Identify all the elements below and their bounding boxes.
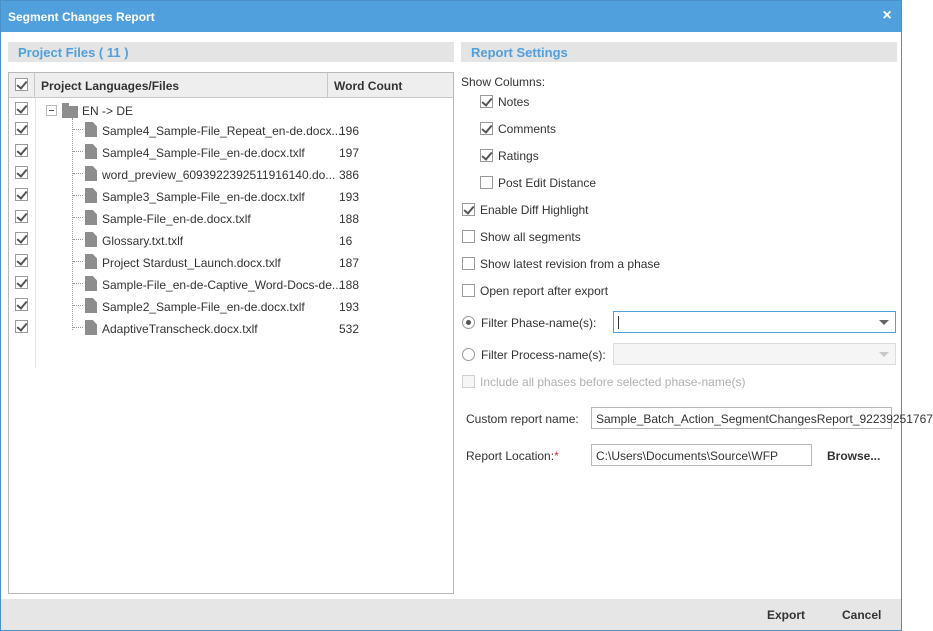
enable-diff-highlight-checkbox[interactable]: [462, 203, 475, 216]
select-all-column: [9, 73, 35, 97]
tree-branch: [73, 173, 83, 174]
report-location-input[interactable]: C:\Users\Documents\Source\WFP: [591, 444, 812, 466]
filter-process-radio[interactable]: [462, 348, 475, 361]
report-location-label: [466, 449, 559, 463]
file-icon: [85, 166, 97, 181]
notes-label: Notes: [498, 95, 530, 109]
dialog-footer: [1, 599, 901, 630]
report-settings-header: [461, 42, 897, 62]
filter-process-dropdown[interactable]: [613, 343, 896, 365]
file-checkbox[interactable]: [15, 254, 28, 267]
title-bar: [1, 1, 901, 32]
collapse-toggle-icon[interactable]: [46, 105, 57, 116]
file-name: Sample2_Sample-File_en-de.docx.txlf: [102, 300, 305, 314]
tree-branch: [73, 195, 83, 196]
tree-branch: [73, 151, 83, 152]
word-count: 386: [339, 168, 360, 182]
file-name: AdaptiveTranscheck.docx.txlf: [102, 322, 258, 336]
close-icon[interactable]: ×: [882, 7, 892, 24]
filter-phase-dropdown[interactable]: [613, 311, 896, 333]
word-count: 193: [339, 190, 360, 204]
word-count: 188: [339, 278, 360, 292]
file-icon: [85, 144, 97, 159]
file-icon: [85, 254, 97, 269]
filter-process-label: Filter Process-name(s):: [481, 348, 606, 362]
tree-branch: [73, 305, 83, 306]
cancel-button[interactable]: Cancel: [842, 608, 882, 622]
tree-branch: [73, 239, 83, 240]
custom-report-name-label: Custom report name:: [466, 412, 579, 426]
file-checkbox[interactable]: [15, 298, 28, 311]
file-icon: [85, 276, 97, 291]
word-count: 16: [339, 234, 353, 248]
column-header-word-count[interactable]: [327, 73, 453, 97]
tree-branch: [73, 217, 83, 218]
show-columns-label: Show Columns:: [461, 75, 546, 89]
report-location-label-text: Report Location:: [466, 449, 555, 463]
checkbox-column-divider: [35, 98, 36, 368]
word-count: 193: [339, 300, 360, 314]
grid-header: [9, 73, 453, 98]
file-name: Sample4_Sample-File_Repeat_en-de.docx....: [102, 124, 345, 138]
dialog-title: Segment Changes Report: [8, 10, 155, 24]
file-checkbox[interactable]: [15, 232, 28, 245]
show-all-segments-checkbox[interactable]: [462, 230, 475, 243]
chevron-down-icon[interactable]: [879, 352, 889, 357]
filter-phase-radio[interactable]: [462, 316, 475, 329]
tree-branch: [73, 129, 83, 130]
file-checkbox[interactable]: [15, 188, 28, 201]
text-cursor: [618, 316, 619, 329]
chevron-down-icon[interactable]: [879, 320, 889, 325]
post-edit-distance-label: Post Edit Distance: [498, 176, 597, 190]
comments-checkbox[interactable]: [480, 122, 493, 135]
show-latest-revision-checkbox[interactable]: [462, 257, 475, 270]
file-name: Sample-File_en-de-Captive_Word-Docs-de...: [102, 278, 342, 292]
enable-diff-highlight-label: Enable Diff Highlight: [480, 203, 589, 217]
ratings-checkbox[interactable]: [480, 149, 493, 162]
column-header-languages-files[interactable]: Project Languages/Files: [41, 79, 180, 93]
browse-button[interactable]: Browse...: [827, 449, 881, 463]
tree-branch: [73, 327, 83, 328]
file-checkbox[interactable]: [15, 210, 28, 223]
file-checkbox[interactable]: [15, 144, 28, 157]
file-name: Project Stardust_Launch.docx.txlf: [102, 256, 281, 270]
include-all-phases-label: Include all phases before selected phase-name(s): [480, 375, 746, 389]
notes-checkbox[interactable]: [480, 95, 493, 108]
file-checkbox[interactable]: [15, 276, 28, 289]
tree-connector: [72, 118, 73, 330]
column-header-word-count-label: Word Count: [334, 79, 403, 93]
show-all-segments-label: Show all segments: [480, 230, 581, 244]
file-icon: [85, 188, 97, 203]
word-count: 187: [339, 256, 360, 270]
file-icon: [85, 232, 97, 247]
language-pair-label: EN -> DE: [82, 104, 134, 118]
file-name: Sample3_Sample-File_en-de.docx.txlf: [102, 190, 305, 204]
folder-icon: [62, 106, 78, 118]
ratings-label: Ratings: [498, 149, 539, 163]
word-count: 532: [339, 322, 360, 336]
file-icon: [85, 122, 97, 137]
export-button[interactable]: Export: [767, 608, 806, 622]
file-icon: [85, 320, 97, 335]
file-checkbox[interactable]: [15, 122, 28, 135]
file-icon: [85, 210, 97, 225]
tree-branch: [73, 283, 83, 284]
select-all-checkbox[interactable]: [15, 78, 28, 91]
file-checkbox[interactable]: [15, 320, 28, 333]
post-edit-distance-checkbox[interactable]: [480, 176, 493, 189]
file-name: Sample-File_en-de.docx.txlf: [102, 212, 251, 226]
file-checkbox[interactable]: [15, 166, 28, 179]
report-settings-title: Report Settings: [471, 45, 568, 60]
required-marker: *: [554, 449, 559, 463]
project-files-header: [8, 42, 454, 62]
open-report-after-export-checkbox[interactable]: [462, 284, 475, 297]
include-all-phases-checkbox[interactable]: [462, 375, 475, 388]
show-latest-revision-label: Show latest revision from a phase: [480, 257, 661, 271]
file-icon: [85, 298, 97, 313]
word-count: 196: [339, 124, 360, 138]
language-pair-checkbox[interactable]: [15, 102, 28, 115]
file-name: Glossary.txt.txlf: [102, 234, 184, 248]
filter-phase-label: Filter Phase-name(s):: [481, 316, 597, 330]
comments-label: Comments: [498, 122, 557, 136]
word-count: 188: [339, 212, 360, 226]
open-report-after-export-label: Open report after export: [480, 284, 609, 298]
file-name: word_preview_6093922392511916140.do...: [102, 168, 336, 182]
project-files-title: Project Files ( 11 ): [18, 45, 129, 60]
file-name: Sample4_Sample-File_en-de.docx.txlf: [102, 146, 305, 160]
tree-branch: [73, 261, 83, 262]
project-files-grid: [8, 72, 454, 594]
custom-report-name-input[interactable]: Sample_Batch_Action_SegmentChangesReport_92239251767: [591, 407, 892, 429]
word-count: 197: [339, 146, 360, 160]
